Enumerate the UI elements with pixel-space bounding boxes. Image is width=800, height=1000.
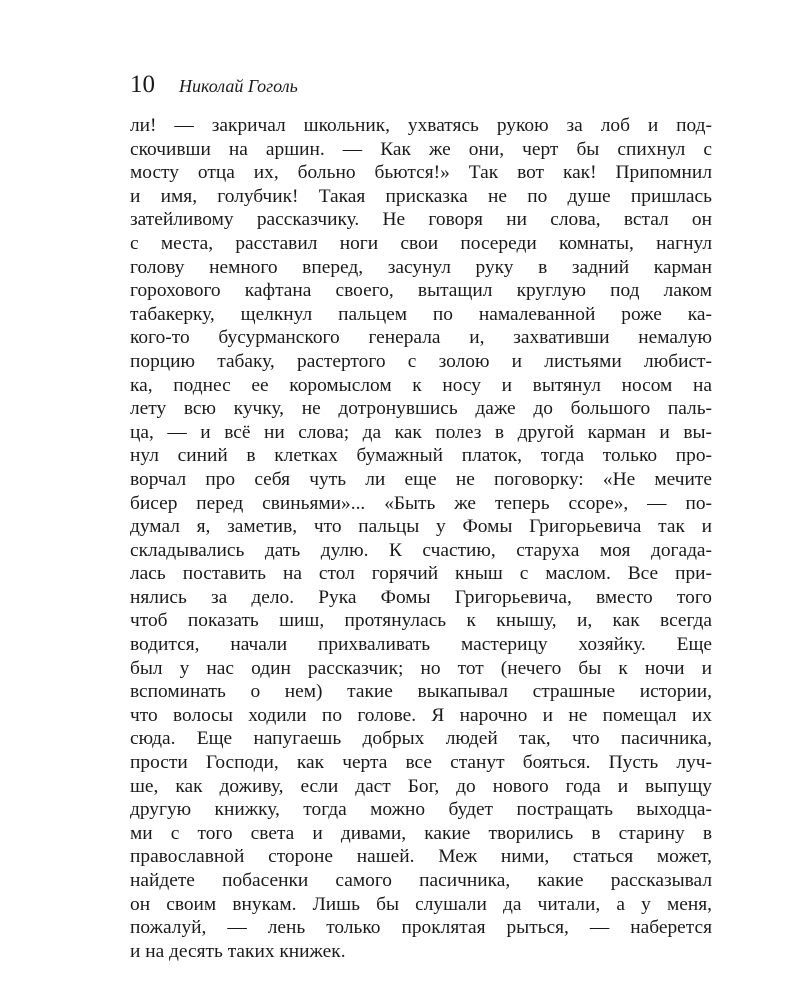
author-name: Николай Гоголь xyxy=(179,76,298,96)
text-line: найдете побасенки самого пасичника, какие рассказывал xyxy=(130,870,712,891)
text-line: вспоминать о нем) такие выкапывал страшные истории, xyxy=(130,681,712,703)
text-line: ворчал про себя чуть ли еще не поговорку: «Не мечите xyxy=(130,468,712,490)
text-line: водится, начали прихваливать мастерицу хозяйку. Еще xyxy=(130,634,712,656)
text-line: думал я, заметив, что пальцы у Фомы Григорьевича так и xyxy=(130,516,712,538)
text-line: лету всю кучку, не дотронувшись даже до большого паль- xyxy=(130,398,712,420)
text-line: затейливому рассказчику. Не говоря ни слова, встал он xyxy=(130,209,712,231)
text-line: что волосы ходили по голове. Я нарочно и не помещал их xyxy=(130,704,712,726)
text-line: ли! — закричал школьник, ухватясь рукою за лоб и под- xyxy=(130,115,712,136)
text-line: он своим внукам. Лишь бы слушали да читали, а у меня, xyxy=(130,893,712,915)
page-number: 10 xyxy=(130,71,155,98)
text-line: голову немного вперед, засунул руку в задний карман xyxy=(130,256,712,278)
text-line: с места, расставил ноги свои посереди комнаты, нагнул xyxy=(130,232,712,254)
text-line: ше, как доживу, если даст Бог, до нового года и выпущу xyxy=(130,775,712,797)
text-line: чтоб показать шиш, протянулась к кнышу, и, как всегда xyxy=(130,610,712,632)
text-line: скочивши на аршин. — Как же они, черт бы спихнул с xyxy=(130,138,712,160)
text-line: горохового кафтана своего, вытащил круглую под лаком xyxy=(130,280,712,302)
text-line: нул синий в клетках бумажный платок, тогда только про- xyxy=(130,445,712,467)
text-line: прости Господи, как черта все станут бояться. Пусть луч- xyxy=(130,752,712,774)
text-line: и на десять таких книжек. xyxy=(130,940,346,962)
text-line: сюда. Еще напугаешь добрых людей так, что пасичника, xyxy=(130,728,712,750)
text-line: кого-то бусурманского генерала и, захвативши немалую xyxy=(130,327,712,349)
text-line: лась поставить на стол горячий кныш с маслом. Все при- xyxy=(130,563,712,585)
text-line: порцию табаку, растертого с золою и листьями любист- xyxy=(130,350,712,372)
text-line: и имя, голубчик! Такая присказка не по душе пришлась xyxy=(130,185,712,207)
text-line: ми с того света и дивами, какие творились в старину в xyxy=(130,822,712,844)
text-line: ка, поднес ее коромыслом к носу и вытянул носом на xyxy=(130,374,712,396)
text-line: пожалуй, — лень только проклятая рыться, — наберется xyxy=(130,917,712,939)
text-line: нялись за дело. Рука Фомы Григорьевича, вместо того xyxy=(130,586,712,608)
text-line: ца, — и всё ни слова; да как полез в другой карман и вы- xyxy=(130,421,712,443)
text-line: складывались дать дулю. К счастию, старуха моя догада- xyxy=(130,539,712,561)
text-line: бисер перед свиньями»... «Быть же теперь ссоре», — по- xyxy=(130,492,712,514)
text-line: табакерку, щелкнул пальцем по намалеванной роже ка- xyxy=(130,303,712,325)
text-line: православной стороне нашей. Меж ними, статься может, xyxy=(130,846,712,868)
running-header xyxy=(130,68,298,102)
body-text xyxy=(130,114,712,963)
text-line: мосту отца их, больно бьются!» Так вот как! Припомнил xyxy=(130,162,712,184)
text-line: другую книжку, тогда можно будет постращать выходца- xyxy=(130,799,712,821)
text-line: был у нас один рассказчик; но тот (нечего бы к ночи и xyxy=(130,657,712,679)
